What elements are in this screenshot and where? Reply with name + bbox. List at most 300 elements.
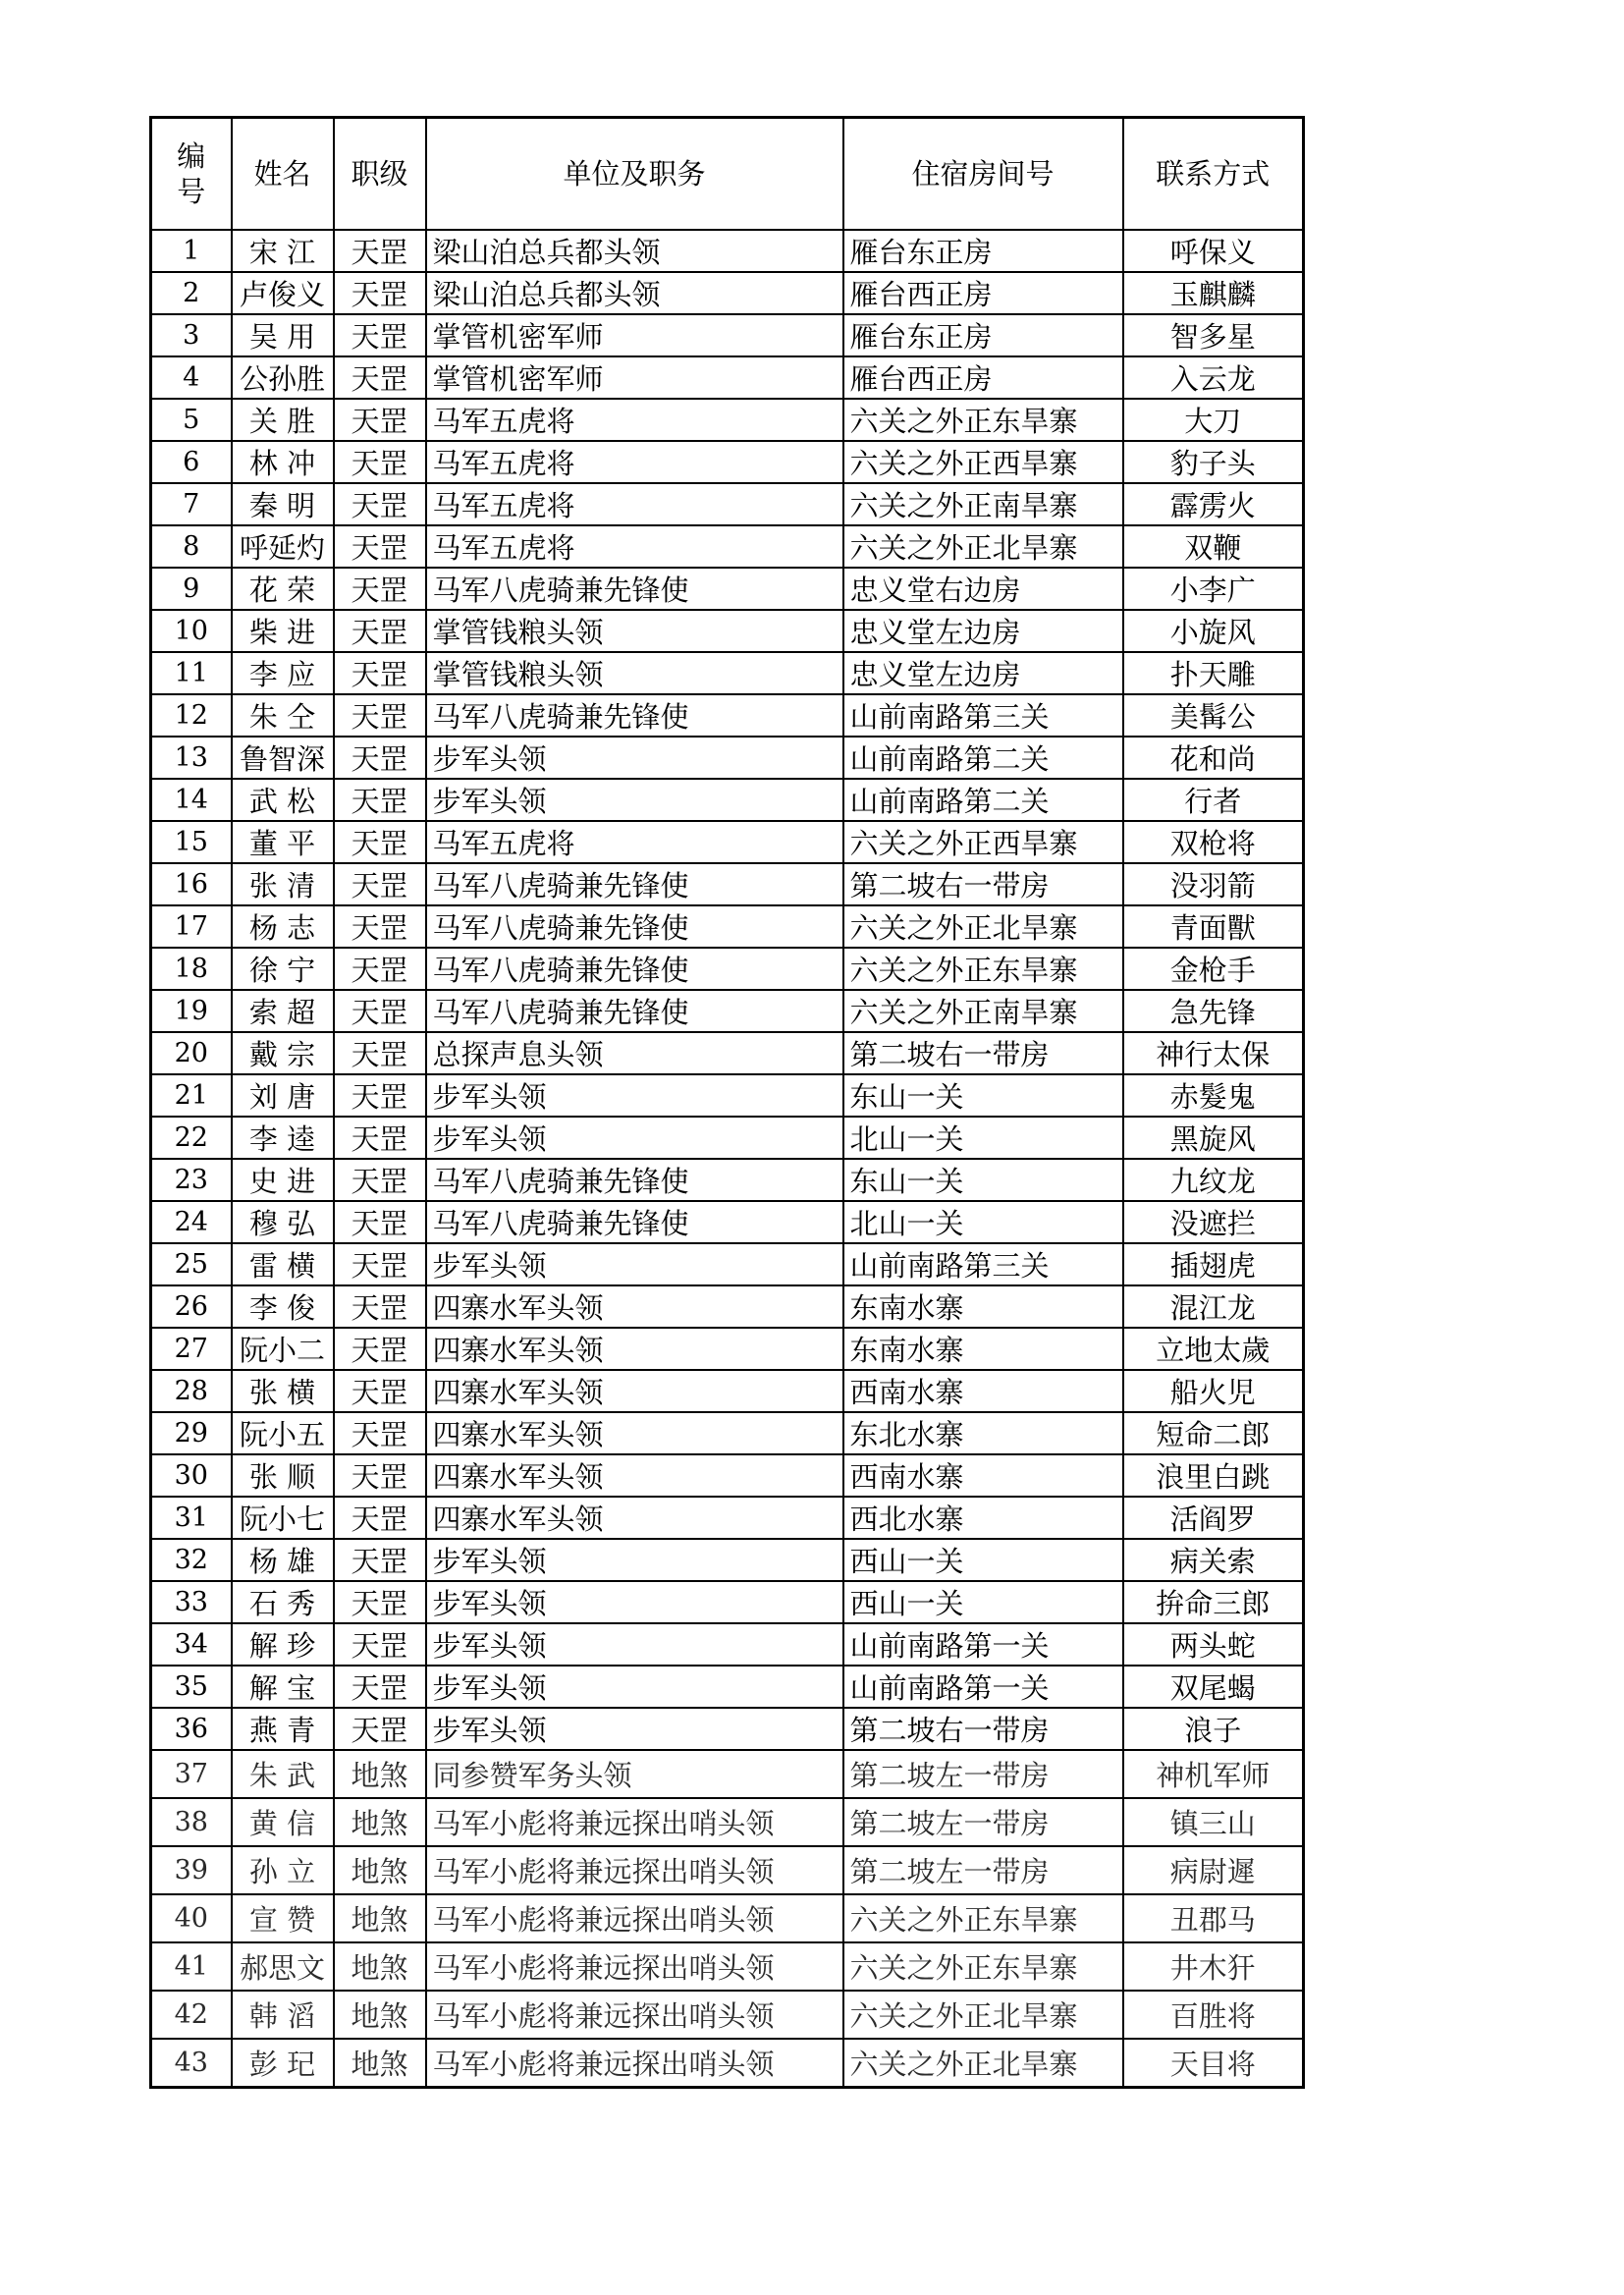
cell-name: 秦 明 xyxy=(232,483,334,525)
cell-contact: 智多星 xyxy=(1123,314,1304,356)
cell-name: 刘 唐 xyxy=(232,1074,334,1117)
cell-contact: 病关索 xyxy=(1123,1539,1304,1581)
cell-unit-position: 马军八虎骑兼先锋使 xyxy=(426,1159,843,1201)
cell-unit-position: 梁山泊总兵都头领 xyxy=(426,272,843,314)
cell-number: 11 xyxy=(151,652,232,694)
cell-contact: 大刀 xyxy=(1123,399,1304,441)
cell-unit-position: 四寨水军头领 xyxy=(426,1328,843,1370)
cell-rank: 地煞 xyxy=(334,1798,426,1846)
cell-rank: 天罡 xyxy=(334,1117,426,1159)
cell-rank: 天罡 xyxy=(334,1159,426,1201)
cell-contact: 没羽箭 xyxy=(1123,863,1304,905)
cell-number: 24 xyxy=(151,1201,232,1243)
cell-unit-position: 步军头领 xyxy=(426,1708,843,1750)
table-row xyxy=(151,1623,1304,1666)
cell-name: 李 应 xyxy=(232,652,334,694)
cell-number: 2 xyxy=(151,272,232,314)
table-row xyxy=(151,1846,1304,1894)
cell-contact: 井木犴 xyxy=(1123,1942,1304,1991)
cell-room: 六关之外正东旱寨 xyxy=(843,948,1123,990)
cell-name: 杨 志 xyxy=(232,905,334,948)
cell-number: 34 xyxy=(151,1623,232,1666)
cell-rank: 天罡 xyxy=(334,1581,426,1623)
cell-name: 宋 江 xyxy=(232,230,334,272)
cell-rank: 地煞 xyxy=(334,2039,426,2087)
cell-contact: 浪子 xyxy=(1123,1708,1304,1750)
cell-rank: 天罡 xyxy=(334,1708,426,1750)
cell-number: 20 xyxy=(151,1032,232,1074)
cell-rank: 天罡 xyxy=(334,779,426,821)
cell-room: 雁台西正房 xyxy=(843,272,1123,314)
cell-contact: 扑天雕 xyxy=(1123,652,1304,694)
cell-room: 六关之外正西旱寨 xyxy=(843,441,1123,483)
cell-room: 六关之外正北旱寨 xyxy=(843,1991,1123,2039)
cell-name: 燕 青 xyxy=(232,1708,334,1750)
cell-contact: 立地太歲 xyxy=(1123,1328,1304,1370)
cell-name: 卢俊义 xyxy=(232,272,334,314)
table-header xyxy=(151,118,1304,231)
cell-number: 39 xyxy=(151,1846,232,1894)
cell-name: 郝思文 xyxy=(232,1942,334,1991)
cell-room: 第二坡右一带房 xyxy=(843,1032,1123,1074)
table-row xyxy=(151,1894,1304,1942)
table-row xyxy=(151,1991,1304,2039)
cell-name: 宣 赞 xyxy=(232,1894,334,1942)
table-row xyxy=(151,1581,1304,1623)
cell-unit-position: 步军头领 xyxy=(426,1581,843,1623)
table-row xyxy=(151,1159,1304,1201)
cell-name: 索 超 xyxy=(232,990,334,1032)
cell-contact: 混江龙 xyxy=(1123,1285,1304,1328)
cell-room: 西南水寨 xyxy=(843,1370,1123,1412)
cell-room: 忠义堂左边房 xyxy=(843,652,1123,694)
cell-unit-position: 马军八虎骑兼先锋使 xyxy=(426,905,843,948)
table-row xyxy=(151,1942,1304,1991)
table-row xyxy=(151,1201,1304,1243)
cell-rank: 天罡 xyxy=(334,356,426,399)
cell-rank: 地煞 xyxy=(334,1894,426,1942)
cell-number: 5 xyxy=(151,399,232,441)
cell-rank: 天罡 xyxy=(334,483,426,525)
cell-contact: 天目将 xyxy=(1123,2039,1304,2087)
cell-name: 花 荣 xyxy=(232,568,334,610)
cell-name: 韩 滔 xyxy=(232,1991,334,2039)
table-row xyxy=(151,2039,1304,2087)
cell-name: 张 顺 xyxy=(232,1454,334,1497)
cell-room: 第二坡左一带房 xyxy=(843,1798,1123,1846)
cell-unit-position: 四寨水军头领 xyxy=(426,1497,843,1539)
cell-number: 18 xyxy=(151,948,232,990)
cell-contact: 行者 xyxy=(1123,779,1304,821)
cell-number: 37 xyxy=(151,1750,232,1798)
cell-number: 10 xyxy=(151,610,232,652)
cell-room: 第二坡右一带房 xyxy=(843,1708,1123,1750)
cell-room: 北山一关 xyxy=(843,1117,1123,1159)
cell-name: 鲁智深 xyxy=(232,737,334,779)
table-row xyxy=(151,1497,1304,1539)
cell-name: 李 俊 xyxy=(232,1285,334,1328)
header-rank: 职级 xyxy=(334,118,426,231)
cell-name: 李 逵 xyxy=(232,1117,334,1159)
header-no-label: 编 号 xyxy=(177,139,206,208)
cell-name: 戴 宗 xyxy=(232,1032,334,1074)
cell-contact: 金枪手 xyxy=(1123,948,1304,990)
cell-room: 雁台西正房 xyxy=(843,356,1123,399)
cell-rank: 天罡 xyxy=(334,905,426,948)
table-body xyxy=(151,230,1304,2087)
cell-number: 13 xyxy=(151,737,232,779)
cell-unit-position: 马军五虎将 xyxy=(426,525,843,568)
cell-name: 公孙胜 xyxy=(232,356,334,399)
table-row xyxy=(151,441,1304,483)
cell-contact: 呼保义 xyxy=(1123,230,1304,272)
cell-name: 武 松 xyxy=(232,779,334,821)
cell-unit-position: 马军五虎将 xyxy=(426,821,843,863)
header-contact: 联系方式 xyxy=(1123,118,1304,231)
cell-unit-position: 四寨水军头领 xyxy=(426,1370,843,1412)
cell-number: 28 xyxy=(151,1370,232,1412)
cell-rank: 天罡 xyxy=(334,737,426,779)
cell-room: 西山一关 xyxy=(843,1539,1123,1581)
cell-room: 六关之外正北旱寨 xyxy=(843,905,1123,948)
cell-room: 山前南路第二关 xyxy=(843,779,1123,821)
cell-room: 第二坡左一带房 xyxy=(843,1846,1123,1894)
cell-number: 40 xyxy=(151,1894,232,1942)
cell-unit-position: 掌管钱粮头领 xyxy=(426,610,843,652)
cell-name: 关 胜 xyxy=(232,399,334,441)
cell-name: 阮小五 xyxy=(232,1412,334,1454)
table-row xyxy=(151,1370,1304,1412)
cell-contact: 两头蛇 xyxy=(1123,1623,1304,1666)
table-row xyxy=(151,1454,1304,1497)
table-row xyxy=(151,948,1304,990)
cell-rank: 天罡 xyxy=(334,314,426,356)
cell-number: 6 xyxy=(151,441,232,483)
cell-name: 雷 横 xyxy=(232,1243,334,1285)
cell-name: 朱 仝 xyxy=(232,694,334,737)
cell-contact: 丑郡马 xyxy=(1123,1894,1304,1942)
cell-contact: 急先锋 xyxy=(1123,990,1304,1032)
cell-name: 柴 进 xyxy=(232,610,334,652)
cell-contact: 花和尚 xyxy=(1123,737,1304,779)
cell-number: 26 xyxy=(151,1285,232,1328)
cell-unit-position: 四寨水军头领 xyxy=(426,1454,843,1497)
cell-contact: 美髯公 xyxy=(1123,694,1304,737)
cell-unit-position: 马军八虎骑兼先锋使 xyxy=(426,863,843,905)
table-row xyxy=(151,779,1304,821)
cell-contact: 双鞭 xyxy=(1123,525,1304,568)
cell-rank: 天罡 xyxy=(334,399,426,441)
cell-unit-position: 步军头领 xyxy=(426,1666,843,1708)
cell-room: 山前南路第二关 xyxy=(843,737,1123,779)
cell-contact: 九纹龙 xyxy=(1123,1159,1304,1201)
cell-rank: 天罡 xyxy=(334,610,426,652)
cell-number: 41 xyxy=(151,1942,232,1991)
cell-contact: 镇三山 xyxy=(1123,1798,1304,1846)
cell-contact: 豹子头 xyxy=(1123,441,1304,483)
cell-rank: 天罡 xyxy=(334,948,426,990)
cell-number: 38 xyxy=(151,1798,232,1846)
cell-number: 33 xyxy=(151,1581,232,1623)
cell-name: 解 珍 xyxy=(232,1623,334,1666)
cell-room: 六关之外正南旱寨 xyxy=(843,483,1123,525)
cell-contact: 短命二郎 xyxy=(1123,1412,1304,1454)
cell-unit-position: 总探声息头领 xyxy=(426,1032,843,1074)
cell-rank: 天罡 xyxy=(334,1370,426,1412)
cell-number: 43 xyxy=(151,2039,232,2087)
cell-contact: 拚命三郎 xyxy=(1123,1581,1304,1623)
cell-number: 23 xyxy=(151,1159,232,1201)
cell-room: 六关之外正东旱寨 xyxy=(843,399,1123,441)
cell-room: 六关之外正东旱寨 xyxy=(843,1894,1123,1942)
header-name: 姓名 xyxy=(232,118,334,231)
cell-unit-position: 四寨水军头领 xyxy=(426,1285,843,1328)
cell-number: 21 xyxy=(151,1074,232,1117)
table-row xyxy=(151,483,1304,525)
table-row xyxy=(151,1539,1304,1581)
cell-room: 六关之外正南旱寨 xyxy=(843,990,1123,1032)
table-row xyxy=(151,525,1304,568)
cell-name: 石 秀 xyxy=(232,1581,334,1623)
cell-rank: 天罡 xyxy=(334,863,426,905)
cell-number: 27 xyxy=(151,1328,232,1370)
cell-rank: 天罡 xyxy=(334,990,426,1032)
cell-rank: 天罡 xyxy=(334,1032,426,1074)
cell-rank: 天罡 xyxy=(334,1201,426,1243)
cell-room: 山前南路第一关 xyxy=(843,1623,1123,1666)
cell-contact: 黑旋风 xyxy=(1123,1117,1304,1159)
table-row xyxy=(151,737,1304,779)
cell-rank: 地煞 xyxy=(334,1846,426,1894)
cell-number: 42 xyxy=(151,1991,232,2039)
cell-unit-position: 马军小彪将兼远探出哨头领 xyxy=(426,2039,843,2087)
cell-number: 8 xyxy=(151,525,232,568)
cell-unit-position: 马军八虎骑兼先锋使 xyxy=(426,1201,843,1243)
cell-contact: 霹雳火 xyxy=(1123,483,1304,525)
cell-unit-position: 步军头领 xyxy=(426,737,843,779)
cell-rank: 天罡 xyxy=(334,230,426,272)
cell-rank: 天罡 xyxy=(334,1285,426,1328)
cell-unit-position: 掌管机密军师 xyxy=(426,356,843,399)
cell-name: 杨 雄 xyxy=(232,1539,334,1581)
cell-number: 36 xyxy=(151,1708,232,1750)
cell-rank: 天罡 xyxy=(334,1328,426,1370)
cell-room: 东南水寨 xyxy=(843,1328,1123,1370)
cell-number: 14 xyxy=(151,779,232,821)
cell-contact: 双枪将 xyxy=(1123,821,1304,863)
cell-number: 16 xyxy=(151,863,232,905)
cell-number: 22 xyxy=(151,1117,232,1159)
cell-contact: 病尉遲 xyxy=(1123,1846,1304,1894)
cell-contact: 插翅虎 xyxy=(1123,1243,1304,1285)
cell-number: 17 xyxy=(151,905,232,948)
cell-room: 西南水寨 xyxy=(843,1454,1123,1497)
header-no xyxy=(151,118,232,231)
cell-contact: 小李广 xyxy=(1123,568,1304,610)
cell-rank: 天罡 xyxy=(334,694,426,737)
cell-unit-position: 步军头领 xyxy=(426,1623,843,1666)
table-row xyxy=(151,356,1304,399)
cell-contact: 神行太保 xyxy=(1123,1032,1304,1074)
cell-name: 林 冲 xyxy=(232,441,334,483)
cell-room: 东山一关 xyxy=(843,1159,1123,1201)
cell-name: 解 宝 xyxy=(232,1666,334,1708)
cell-name: 阮小二 xyxy=(232,1328,334,1370)
cell-name: 吴 用 xyxy=(232,314,334,356)
header-room: 住宿房间号 xyxy=(843,118,1123,231)
cell-rank: 天罡 xyxy=(334,1623,426,1666)
cell-unit-position: 步军头领 xyxy=(426,1243,843,1285)
cell-contact: 百胜将 xyxy=(1123,1991,1304,2039)
cell-rank: 天罡 xyxy=(334,1666,426,1708)
cell-number: 19 xyxy=(151,990,232,1032)
cell-unit-position: 马军五虎将 xyxy=(426,399,843,441)
cell-name: 张 清 xyxy=(232,863,334,905)
cell-number: 4 xyxy=(151,356,232,399)
table-row xyxy=(151,1328,1304,1370)
cell-rank: 天罡 xyxy=(334,1412,426,1454)
cell-rank: 地煞 xyxy=(334,1991,426,2039)
cell-rank: 天罡 xyxy=(334,1243,426,1285)
cell-contact: 浪里白跳 xyxy=(1123,1454,1304,1497)
cell-contact: 玉麒麟 xyxy=(1123,272,1304,314)
cell-unit-position: 马军小彪将兼远探出哨头领 xyxy=(426,1846,843,1894)
cell-contact: 船火児 xyxy=(1123,1370,1304,1412)
table-row xyxy=(151,652,1304,694)
table-row xyxy=(151,694,1304,737)
cell-rank: 天罡 xyxy=(334,652,426,694)
cell-unit-position: 马军八虎骑兼先锋使 xyxy=(426,694,843,737)
cell-contact: 小旋风 xyxy=(1123,610,1304,652)
cell-name: 彭 玘 xyxy=(232,2039,334,2087)
cell-name: 徐 宁 xyxy=(232,948,334,990)
cell-room: 北山一关 xyxy=(843,1201,1123,1243)
cell-unit-position: 马军五虎将 xyxy=(426,441,843,483)
table-row xyxy=(151,1074,1304,1117)
cell-name: 朱 武 xyxy=(232,1750,334,1798)
cell-number: 32 xyxy=(151,1539,232,1581)
cell-unit-position: 马军小彪将兼远探出哨头领 xyxy=(426,1942,843,1991)
cell-rank: 天罡 xyxy=(334,568,426,610)
table-row xyxy=(151,1032,1304,1074)
cell-unit-position: 马军小彪将兼远探出哨头领 xyxy=(426,1991,843,2039)
cell-room: 六关之外正北旱寨 xyxy=(843,2039,1123,2087)
cell-rank: 地煞 xyxy=(334,1750,426,1798)
cell-number: 12 xyxy=(151,694,232,737)
cell-number: 25 xyxy=(151,1243,232,1285)
cell-number: 9 xyxy=(151,568,232,610)
cell-number: 30 xyxy=(151,1454,232,1497)
cell-number: 3 xyxy=(151,314,232,356)
cell-contact: 青面獸 xyxy=(1123,905,1304,948)
cell-room: 山前南路第一关 xyxy=(843,1666,1123,1708)
table-row xyxy=(151,314,1304,356)
cell-room: 第二坡左一带房 xyxy=(843,1750,1123,1798)
table-row xyxy=(151,990,1304,1032)
cell-unit-position: 掌管钱粮头领 xyxy=(426,652,843,694)
table-row xyxy=(151,821,1304,863)
cell-unit-position: 掌管机密军师 xyxy=(426,314,843,356)
cell-unit-position: 四寨水军头领 xyxy=(426,1412,843,1454)
table-row xyxy=(151,272,1304,314)
cell-rank: 天罡 xyxy=(334,441,426,483)
cell-unit-position: 步军头领 xyxy=(426,1539,843,1581)
table-row xyxy=(151,1243,1304,1285)
cell-unit-position: 梁山泊总兵都头领 xyxy=(426,230,843,272)
header-row xyxy=(151,118,1304,231)
cell-unit-position: 马军八虎骑兼先锋使 xyxy=(426,568,843,610)
cell-unit-position: 步军头领 xyxy=(426,779,843,821)
table-row xyxy=(151,863,1304,905)
cell-rank: 天罡 xyxy=(334,1074,426,1117)
cell-contact: 入云龙 xyxy=(1123,356,1304,399)
cell-rank: 天罡 xyxy=(334,525,426,568)
table-row xyxy=(151,230,1304,272)
cell-rank: 天罡 xyxy=(334,1497,426,1539)
cell-contact: 双尾蝎 xyxy=(1123,1666,1304,1708)
table-row xyxy=(151,1285,1304,1328)
table-row xyxy=(151,1117,1304,1159)
cell-room: 忠义堂左边房 xyxy=(843,610,1123,652)
cell-name: 孙 立 xyxy=(232,1846,334,1894)
cell-name: 董 平 xyxy=(232,821,334,863)
cell-rank: 天罡 xyxy=(334,821,426,863)
cell-rank: 天罡 xyxy=(334,1454,426,1497)
cell-name: 阮小七 xyxy=(232,1497,334,1539)
cell-name: 张 横 xyxy=(232,1370,334,1412)
cell-name: 黄 信 xyxy=(232,1798,334,1846)
cell-number: 7 xyxy=(151,483,232,525)
cell-room: 雁台东正房 xyxy=(843,314,1123,356)
cell-room: 山前南路第三关 xyxy=(843,694,1123,737)
cell-contact: 没遮拦 xyxy=(1123,1201,1304,1243)
table-row xyxy=(151,1798,1304,1846)
table-row xyxy=(151,1708,1304,1750)
cell-room: 六关之外正东旱寨 xyxy=(843,1942,1123,1991)
cell-contact: 神机军师 xyxy=(1123,1750,1304,1798)
cell-contact: 活阎罗 xyxy=(1123,1497,1304,1539)
table-row xyxy=(151,399,1304,441)
cell-unit-position: 马军八虎骑兼先锋使 xyxy=(426,990,843,1032)
cell-number: 31 xyxy=(151,1497,232,1539)
table-row xyxy=(151,1412,1304,1454)
cell-room: 六关之外正北旱寨 xyxy=(843,525,1123,568)
cell-unit-position: 同参赞军务头领 xyxy=(426,1750,843,1798)
cell-room: 东山一关 xyxy=(843,1074,1123,1117)
cell-name: 呼延灼 xyxy=(232,525,334,568)
cell-room: 山前南路第三关 xyxy=(843,1243,1123,1285)
table-row xyxy=(151,905,1304,948)
cell-room: 雁台东正房 xyxy=(843,230,1123,272)
cell-number: 15 xyxy=(151,821,232,863)
cell-unit-position: 马军五虎将 xyxy=(426,483,843,525)
table-row xyxy=(151,1750,1304,1798)
cell-rank: 地煞 xyxy=(334,1942,426,1991)
cell-room: 东南水寨 xyxy=(843,1285,1123,1328)
cell-number: 29 xyxy=(151,1412,232,1454)
roster-table xyxy=(149,116,1305,2089)
header-unit: 单位及职务 xyxy=(426,118,843,231)
cell-unit-position: 马军小彪将兼远探出哨头领 xyxy=(426,1894,843,1942)
cell-number: 35 xyxy=(151,1666,232,1708)
cell-room: 西山一关 xyxy=(843,1581,1123,1623)
cell-room: 忠义堂右边房 xyxy=(843,568,1123,610)
cell-room: 东北水寨 xyxy=(843,1412,1123,1454)
cell-unit-position: 马军八虎骑兼先锋使 xyxy=(426,948,843,990)
table-row xyxy=(151,1666,1304,1708)
cell-unit-position: 马军小彪将兼远探出哨头领 xyxy=(426,1798,843,1846)
cell-unit-position: 步军头领 xyxy=(426,1074,843,1117)
